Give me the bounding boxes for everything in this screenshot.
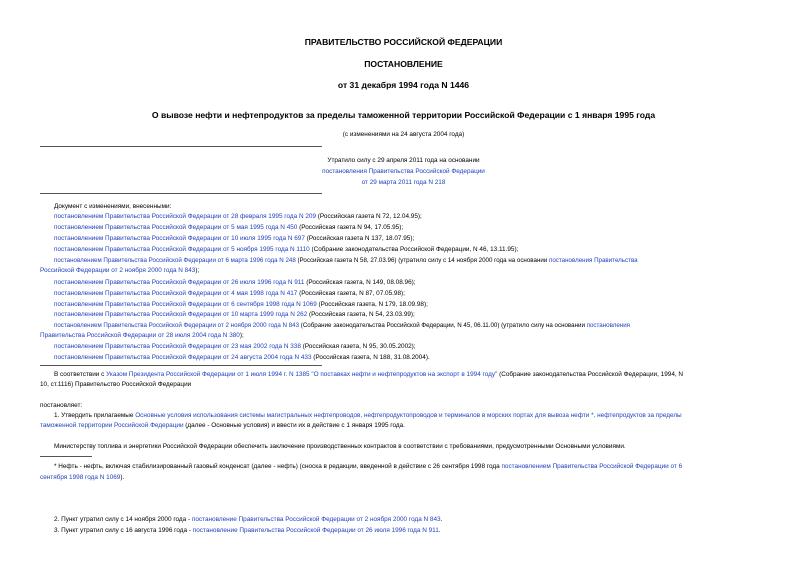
authority-heading: ПРАВИТЕЛЬСТВО РОССИЙСКОЙ ФЕДЕРАЦИИ: [304, 37, 503, 47]
list-item: постановлением Правительства Российской Федерации от 23 мая 2002 года N 338 (Российская газета, N 95, 30.05.2002);: [54, 343, 416, 350]
amendment-link[interactable]: постановлением Правительства Российской Федерации от 4 мая 1998 года N 417: [54, 290, 298, 297]
document-date-number: от 31 декабря 1994 года N 1446: [337, 80, 470, 90]
document-title: О вывозе нефти и нефтепродуктов за пределы таможенной территории Российской Федерации с 1 января 1995 года: [151, 110, 656, 120]
amendment-link[interactable]: Правительства Российской Федерации от 28 июля 2004 года N 380: [40, 332, 240, 339]
list-item: постановлением Правительства Российской Федерации от 6 сентября 1998 года N 1069 (Российская газета, N 179, 18.09.98);: [54, 301, 428, 308]
divider: [40, 193, 322, 194]
amendment-note: (с изменениями на 24 августа 2004 года): [342, 131, 465, 138]
list-item: постановлением Правительства Российской Федерации от 26 июля 1996 года N 911 (Российская газета, N 149, 08.08.96);: [54, 279, 416, 286]
validity-link[interactable]: постановления Правительства Российской Федерации: [322, 168, 485, 175]
document-type: ПОСТАНОВЛЕНИЕ: [364, 59, 443, 69]
list-item-continuation: Правительства Российской Федерации от 28 июля 2004 года N 380);: [40, 332, 244, 339]
validity-link-date[interactable]: от 29 марта 2011 года N 218: [361, 179, 446, 186]
list-item: постановлением Правительства Российской Федерации от 5 ноября 1995 года N 1110 (Собрание законодательства Российской Федерации, N 46, 13.11.95);: [54, 246, 519, 253]
list-item: постановлением Правительства Российской Федерации от 6 марта 1996 года N 248 (Российская газета N 58, 27.03.96) (утратило силу с 14 ноября 2000 года на основании постановления Правительства: [54, 257, 638, 264]
amendment-link[interactable]: постановлением Правительства Российской Федерации от 5 мая 1995 года N 450: [54, 224, 298, 231]
amendment-link[interactable]: постановлением Правительства Российской Федерации от 2 ноября 2000 года N 843: [54, 322, 300, 329]
resolves-text: постановляет:: [40, 402, 83, 409]
list-item: постановлением Правительства Российской Федерации от 24 августа 2004 года N 433 (Российская газета, N 188, 31.08.2004).: [54, 354, 430, 361]
amendment-link[interactable]: постановлением Правительства Российской Федерации от 10 июля 1995 года N 697: [54, 235, 305, 242]
footnote-link[interactable]: постановлением Правительства Российской Федерации от 6: [501, 463, 683, 470]
divider: [40, 365, 322, 366]
preamble: В соответствии с Указом Президента Российской Федерации от 1 июля 1994 г. N 1385 "О поставках нефти и нефтепродуктов на экспорт в 1994 году" (Собрание законодательства Российской Федерации, 1994, N: [54, 371, 684, 378]
item-2: 2. Пункт утратил силу с 14 ноября 2000 года - постановление Правительства Российской Федерации от 2 ноября 2000 года N 843.: [54, 516, 443, 523]
footnote: * Нефть - нефть, включая стабилизированный газовый конденсат (далее - нефть) (сноска в редакции, введенной в действие с 26 сентября 1998 года постановлением Правительства Российской Федерации от 6: [54, 463, 683, 470]
item-1: 1. Утвердить прилагаемые Основные условия использования системы магистральных нефтепроводов, нефтепродуктопроводов и терминалов в морских портах для вывоза нефти *, нефтепродуктов за пределы: [54, 412, 682, 419]
validity-text: Утратило силу с 29 апреля 2011 года на основании: [327, 157, 480, 164]
amendment-link[interactable]: постановлением Правительства Российской Федерации от 26 июля 1996 года N 911: [54, 279, 305, 286]
list-item: постановлением Правительства Российской Федерации от 5 мая 1995 года N 450 (Российская газета N 94, 17.05.95);: [54, 224, 404, 231]
footnote-continuation: сентября 1998 года N 1069).: [40, 474, 125, 481]
amendment-link[interactable]: Российской Федерации от 2 ноября 2000 года N 843: [40, 267, 196, 274]
repeal-link[interactable]: постановление Правительства Российской Федерации от 2 ноября 2000 года N 843: [191, 516, 441, 523]
decree-link[interactable]: Указом Президента Российской Федерации от 1 июля 1994 г. N 1385 "О поставках нефти и нефтепродуктов на экспорт в 1994 году": [106, 371, 498, 378]
list-item: постановлением Правительства Российской Федерации от 28 февраля 1995 года N 209 (Российская газета N 72, 12.04.95);: [54, 213, 422, 220]
list-item-continuation: Российской Федерации от 2 ноября 2000 года N 843);: [40, 267, 200, 274]
basic-conditions-link[interactable]: таможенной территории Российской Федерации: [40, 422, 184, 429]
list-item: постановлением Правительства Российской Федерации от 2 ноября 2000 года N 843 (Собрание законодательства Российской Федерации, N 45, 06.11.00) (утратило силу на основании постановления: [54, 322, 631, 329]
amendment-link[interactable]: постановления Правительства: [549, 257, 638, 264]
preamble-continuation: 10, ст.1116) Правительство Российской Федерации: [40, 381, 192, 388]
footnote-link[interactable]: сентября 1998 года N 1069: [40, 474, 121, 481]
footnote-divider: [40, 456, 92, 457]
changes-intro: Документ с изменениями, внесенными:: [54, 203, 172, 210]
amendment-link[interactable]: постановлением Правительства Российской Федерации от 6 марта 1996 года N 248: [54, 257, 296, 264]
amendment-link[interactable]: постановлением Правительства Российской Федерации от 23 мая 2002 года N 338: [54, 343, 301, 350]
basic-conditions-link[interactable]: Основные условия использования системы магистральных нефтепроводов, нефтепродуктопроводов и терминалов в морских портах для вывоза нефти *, нефтепродуктов за пределы: [135, 412, 682, 419]
amendment-link[interactable]: постановлением Правительства Российской Федерации от 10 марта 1999 года N 262: [54, 311, 308, 318]
list-item: постановлением Правительства Российской Федерации от 10 марта 1999 года N 262 (Российская газета, N 54, 23.03.99);: [54, 311, 415, 318]
amendment-link[interactable]: постановлением Правительства Российской Федерации от 5 ноября 1995 года N 1110: [54, 246, 310, 253]
item-3: 3. Пункт утратил силу с 16 августа 1996 года - постановление Правительства Российской Федерации от 26 июля 1996 года N 911.: [54, 527, 441, 534]
amendment-link[interactable]: постановлением Правительства Российской Федерации от 28 февраля 1995 года N 209: [54, 213, 317, 220]
list-item: постановлением Правительства Российской Федерации от 4 мая 1998 года N 417 (Российская газета, N 87, 07.05.98);: [54, 290, 405, 297]
amendment-link[interactable]: постановлением Правительства Российской Федерации от 24 августа 2004 года N 433: [54, 354, 312, 361]
amendment-link[interactable]: постановления: [586, 322, 631, 329]
item-1-continuation: таможенной территории Российской Федерации (далее - Основные условия) и ввести их в действие с 1 января 1995 года.: [40, 422, 405, 429]
ministry-paragraph: Министерству топлива и энергетики Российской Федерации обеспечить заключение производственных контрактов в соответствии с требованиями, предусмотренными Основными условиями.: [54, 443, 626, 450]
list-item: постановлением Правительства Российской Федерации от 10 июля 1995 года N 697 (Российская газета N 137, 18.07.95);: [54, 235, 415, 242]
repeal-link[interactable]: постановление Правительства Российской Федерации от 26 июля 1996 года N 911: [192, 527, 439, 534]
divider: [40, 146, 322, 147]
amendment-link[interactable]: постановлением Правительства Российской Федерации от 6 сентября 1998 года N 1069: [54, 301, 317, 308]
